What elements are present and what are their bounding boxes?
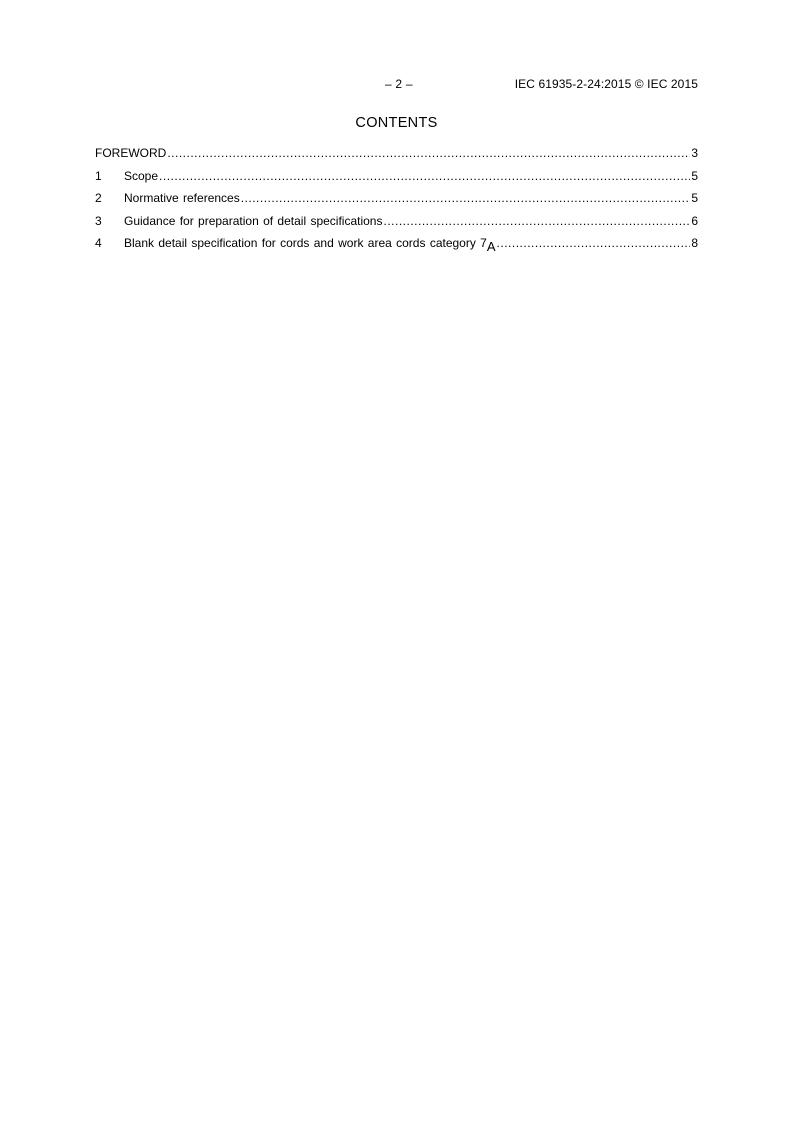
toc-entry-number: 4 [95,236,102,251]
toc-entry-title: FOREWORD [95,146,167,160]
toc-entry-page: 6 [691,213,698,228]
toc-dot-leader [167,144,690,162]
toc-entry-title [124,234,496,255]
toc-entry-title: Guidance for preparation of detail specifications [124,213,383,228]
toc-entry-title-text: Blank detail specification for cords and work area cords category 7 [124,236,487,251]
toc-entry-title: Scope [124,168,159,183]
table-of-contents [95,144,698,257]
toc-dot-leader [497,234,691,252]
toc-entry-blank-detail-specification[interactable] [95,234,698,257]
toc-entry-page: 3 [691,146,698,160]
toc-entry-guidance[interactable] [95,212,698,235]
toc-entry-title-subscript: A [486,239,496,255]
toc-entry-page: 8 [691,236,698,251]
toc-dot-leader [241,189,691,207]
toc-entry-scope[interactable] [95,167,698,190]
page-number: – 2 – [385,77,413,91]
toc-dot-leader [159,167,690,185]
toc-entry-title: Normative references [124,191,240,206]
toc-entry-page: 5 [691,191,698,206]
toc-entry-number: 3 [95,213,102,228]
document-reference: IEC 61935-2-24:2015 © IEC 2015 [514,77,698,91]
page-header [95,76,698,92]
toc-entry-number: 1 [95,168,102,183]
toc-entry-number: 2 [95,191,102,206]
toc-dot-leader [383,212,690,230]
toc-entry-foreword[interactable] [95,144,698,167]
toc-entry-normative-references[interactable] [95,189,698,212]
toc-entry-page: 5 [691,168,698,183]
contents-title: CONTENTS [355,115,438,131]
